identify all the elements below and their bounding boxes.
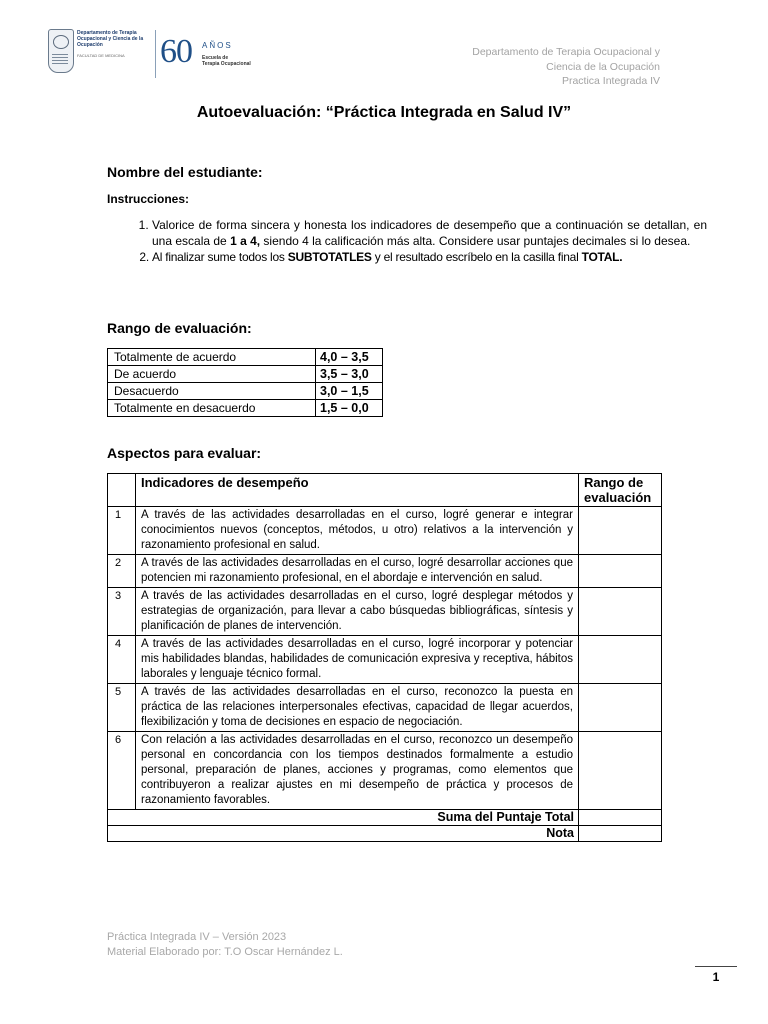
- table-row: [108, 684, 662, 732]
- rango-label: De acuerdo: [108, 366, 316, 383]
- aspectos-heading: Aspectos para evaluar:: [107, 445, 262, 461]
- anniversary-word: AÑOS: [202, 41, 233, 50]
- indicator-text: A través de las actividades desarrolladas en el curso, logré desplegar métodos y estrategias de organización, para llevar a cabo búsquedas bibliográficas, síntesis y planificación de planes de intervención.: [136, 588, 579, 636]
- department-logo: [77, 30, 153, 59]
- aspectos-table: [107, 473, 662, 842]
- header-indicadores: Indicadores de desempeño: [136, 474, 579, 507]
- footer: [107, 930, 343, 960]
- school-logo-text: [202, 55, 251, 67]
- header-num-cell: [108, 474, 136, 507]
- indicator-text: A través de las actividades desarrolladas en el curso, logré generar e integrar conocimientos nuevos (conceptos, métodos, u otro) relativos a la intervención y razonamiento profesional en salud.: [136, 507, 579, 555]
- table-header-row: [108, 474, 662, 507]
- footer-line-2: Material Elaborado por: T.O Oscar Hernández L.: [107, 946, 343, 958]
- logo-divider: [155, 30, 156, 78]
- table-row: [108, 555, 662, 588]
- table-row: [108, 507, 662, 555]
- table-row: [108, 588, 662, 636]
- nota-label: Nota: [108, 826, 579, 842]
- instructions-list: [107, 218, 707, 265]
- indicator-text: A través de las actividades desarrolladas en el curso, logré desarrollar acciones que potencien mi razonamiento profesional, en el abordaje e intervención en salud.: [136, 555, 579, 588]
- header-right-text: [360, 45, 660, 89]
- row-number: 3: [108, 588, 136, 636]
- header-rango: Rango de evaluación: [579, 474, 662, 507]
- header-right-line-2: Ciencia de la Ocupación: [546, 60, 660, 73]
- score-cell[interactable]: [579, 684, 662, 732]
- header-right-line-1: Departamento de Terapia Ocupacional y: [472, 46, 660, 58]
- indicator-text: A través de las actividades desarrolladas en el curso, logré incorporar y potenciar mis habilidades blandas, habilidades de comunicación expresiva y receptiva, hábitos laborales y lenguaje técnico formal.: [136, 636, 579, 684]
- nota-score-cell[interactable]: [579, 826, 662, 842]
- score-cell[interactable]: [579, 732, 662, 810]
- row-number: 6: [108, 732, 136, 810]
- rango-value: 1,5 – 0,0: [316, 400, 383, 417]
- instruction-item-1: 1. Valorice de forma sincera y honesta los indicadores de desempeño que a continuación se detallan, en una escala de 1 a 4, siendo 4 la calificación más alta. Considere usar puntajes decimales si lo desea.: [152, 218, 707, 250]
- score-cell[interactable]: [579, 588, 662, 636]
- table-row: [108, 636, 662, 684]
- table-row: [108, 366, 383, 383]
- indicator-text: A través de las actividades desarrolladas en el curso, reconozco la puesta en práctica de las relaciones interpersonales efectivas, capacidad de llegar acuerdos, flexibilización y toma de decisiones en espacio de negociación.: [136, 684, 579, 732]
- anniversary-number: 60: [160, 33, 192, 70]
- department-logo-text: Departamento de Terapia Ocupacional y Ciencia de la Ocupación: [77, 30, 144, 48]
- indicator-text: Con relación a las actividades desarrolladas en el curso, reconozco un desempeño personal en concordancia con los tiempos destinados formalmente a estudio personal, preparación de planes, acciones y programas, como elementos que contribuyeron a realizar ajustes en mi desempeño de práctica y procesos de razonamiento favorables.: [136, 732, 579, 810]
- sum-row: [108, 810, 662, 826]
- instruction-item-2: 2. Al finalizar sume todos los SUBTOTATLES y el resultado escríbelo en la casilla final TOTAL.: [152, 250, 707, 266]
- row-number: 5: [108, 684, 136, 732]
- footer-line-1: Práctica Integrada IV – Versión 2023: [107, 931, 287, 943]
- page-number-rule: [695, 966, 737, 967]
- document-title: Autoevaluación: “Práctica Integrada en Salud IV”: [196, 104, 572, 121]
- rango-value: 3,5 – 3,0: [316, 366, 383, 383]
- rango-table: [107, 348, 383, 417]
- rango-label: Totalmente de acuerdo: [108, 349, 316, 366]
- rango-value: 3,0 – 1,5: [316, 383, 383, 400]
- sum-score-cell[interactable]: [579, 810, 662, 826]
- nota-row: [108, 826, 662, 842]
- sum-label: Suma del Puntaje Total: [108, 810, 579, 826]
- score-cell[interactable]: [579, 636, 662, 684]
- university-seal-logo: [48, 29, 74, 73]
- score-cell[interactable]: [579, 555, 662, 588]
- rango-heading: Rango de evaluación:: [107, 320, 252, 336]
- rango-label: Totalmente en desacuerdo: [108, 400, 316, 417]
- rango-value: 4,0 – 3,5: [316, 349, 383, 366]
- row-number: 1: [108, 507, 136, 555]
- table-row: [108, 732, 662, 810]
- header-right-line-3: Practica Integrada IV: [561, 75, 660, 88]
- table-row: [108, 400, 383, 417]
- score-cell[interactable]: [579, 507, 662, 555]
- row-number: 4: [108, 636, 136, 684]
- school-line-1: Escuela de: [202, 55, 229, 61]
- faculty-logo-text: FACULTAD DE MEDICINA: [77, 53, 125, 58]
- table-row: [108, 349, 383, 366]
- rango-label: Desacuerdo: [108, 383, 316, 400]
- table-row: [108, 383, 383, 400]
- school-line-2: Terapia Ocupacional: [202, 61, 251, 67]
- page-number: 1: [712, 970, 720, 984]
- row-number: 2: [108, 555, 136, 588]
- student-name-label: Nombre del estudiante:: [107, 164, 263, 180]
- instructions-heading: Instrucciones:: [107, 192, 190, 206]
